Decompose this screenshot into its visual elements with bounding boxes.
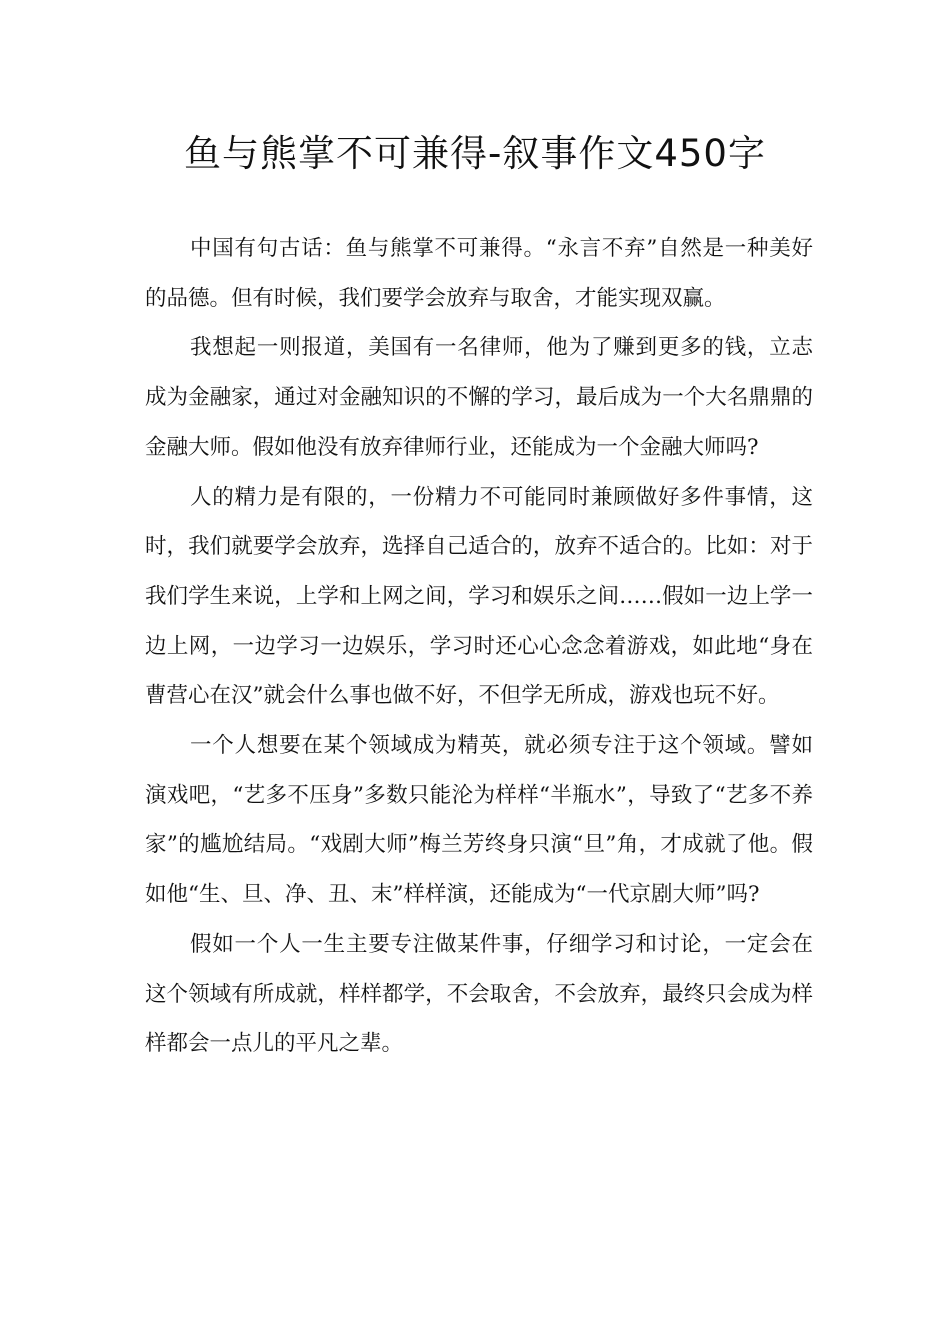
document-body xyxy=(145,224,813,1069)
paragraph-1: 中国有句古话：鱼与熊掌不可兼得。“永言不弃”自然是一种美好的品德。但有时候，我们要学会放弃与取舍，才能实现双赢。 xyxy=(145,236,813,311)
paragraph-2: 我想起一则报道，美国有一名律师，他为了赚到更多的钱，立志成为金融家，通过对金融知识的不懈的学习，最后成为一个大名鼎鼎的金融大师。假如他没有放弃律师行业，还能成为一个金融大师吗? xyxy=(145,335,813,460)
document-title: 鱼与熊掌不可兼得-叙事作文450字 xyxy=(184,132,766,175)
paragraph-4: 一个人想要在某个领域成为精英，就必须专注于这个领域。譬如演戏吧，“艺多不压身”多数只能沦为样样“半瓶水”，导致了“艺多不养家”的尴尬结局。“戏剧大师”梅兰芳终身只演“旦”角，才成就了他。假如他“生、旦、净、丑、末”样样演，还能成为“一代京剧大师”吗? xyxy=(145,733,813,908)
paragraph-5: 假如一个人一生主要专注做某件事，仔细学习和讨论，一定会在这个领域有所成就，样样都学，不会取舍，不会放弃，最终只会成为样样都会一点儿的平凡之辈。 xyxy=(145,931,813,1057)
paragraph-3: 人的精力是有限的，一份精力不可能同时兼顾做好多件事情，这时，我们就要学会放弃，选择自己适合的，放弃不适合的。比如：对于我们学生来说，上学和上网之间，学习和娱乐之间……假如一边上学一边上网，一边学习一边娱乐，学习时还心心念念着游戏，如此地“身在曹营心在汉”就会什么事也做不好，不但学无所成，游戏也玩不好。 xyxy=(145,484,813,709)
